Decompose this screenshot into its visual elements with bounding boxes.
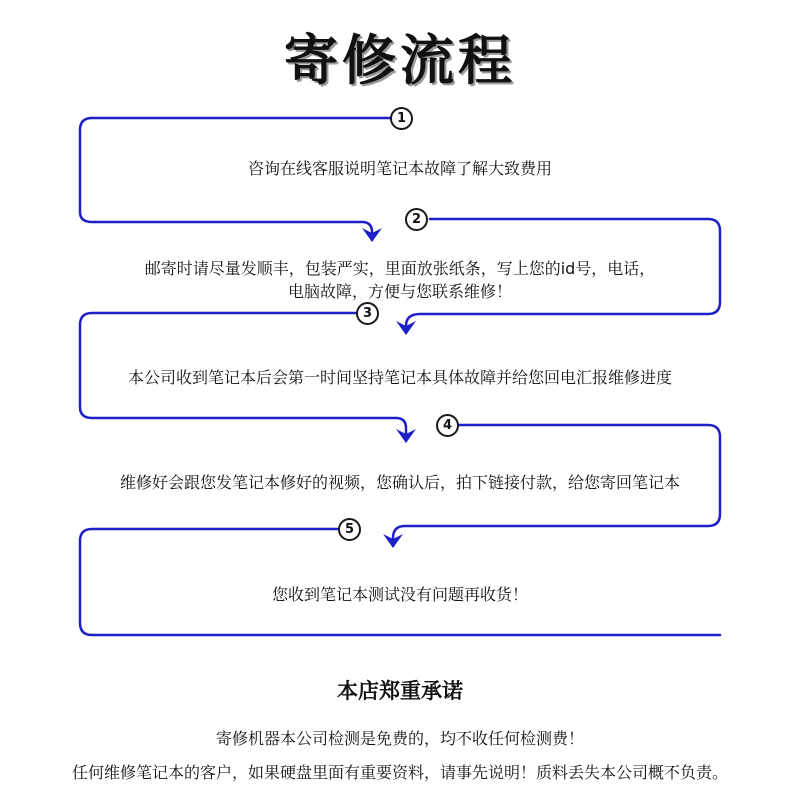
step-1-text: 咨询在线客服说明笔记本故障了解大致费用	[247, 159, 552, 178]
promise-line-2: 任何维修笔记本的客户，如果硬盘里面有重要资料，请事先说明！质料丢失本公司概不负责。	[71, 763, 728, 782]
step-3-number: 3	[356, 302, 379, 325]
step-4-text: 维修好会跟您发笔记本修好的视频，您确认后，拍下链接付款，给您寄回笔记本	[119, 473, 680, 492]
step-2-text-line-2: 电脑故障，方便与您联系维修！	[287, 282, 512, 301]
step-3-text: 本公司收到笔记本后会第一时间坚持笔记本具体故障并给您回电汇报维修进度	[127, 368, 672, 387]
connector-step5	[80, 529, 720, 635]
promise-line-1: 寄修机器本公司检测是免费的，均不收任何检测费！	[215, 729, 584, 748]
step-4-number: 4	[436, 414, 459, 437]
step-2-text-line-1: 邮寄时请尽量发顺丰，包装严实，里面放张纸条，写上您的id号，电话，	[144, 259, 656, 278]
step-5-text: 您收到笔记本测试没有问题再收货！	[271, 585, 528, 604]
step-5-number: 5	[338, 518, 361, 541]
step-2-number: 2	[405, 208, 428, 231]
promise-title: 本店郑重承诺	[337, 679, 463, 703]
page-title: 寄修流程	[284, 29, 516, 92]
step-1-number: 1	[390, 107, 413, 130]
